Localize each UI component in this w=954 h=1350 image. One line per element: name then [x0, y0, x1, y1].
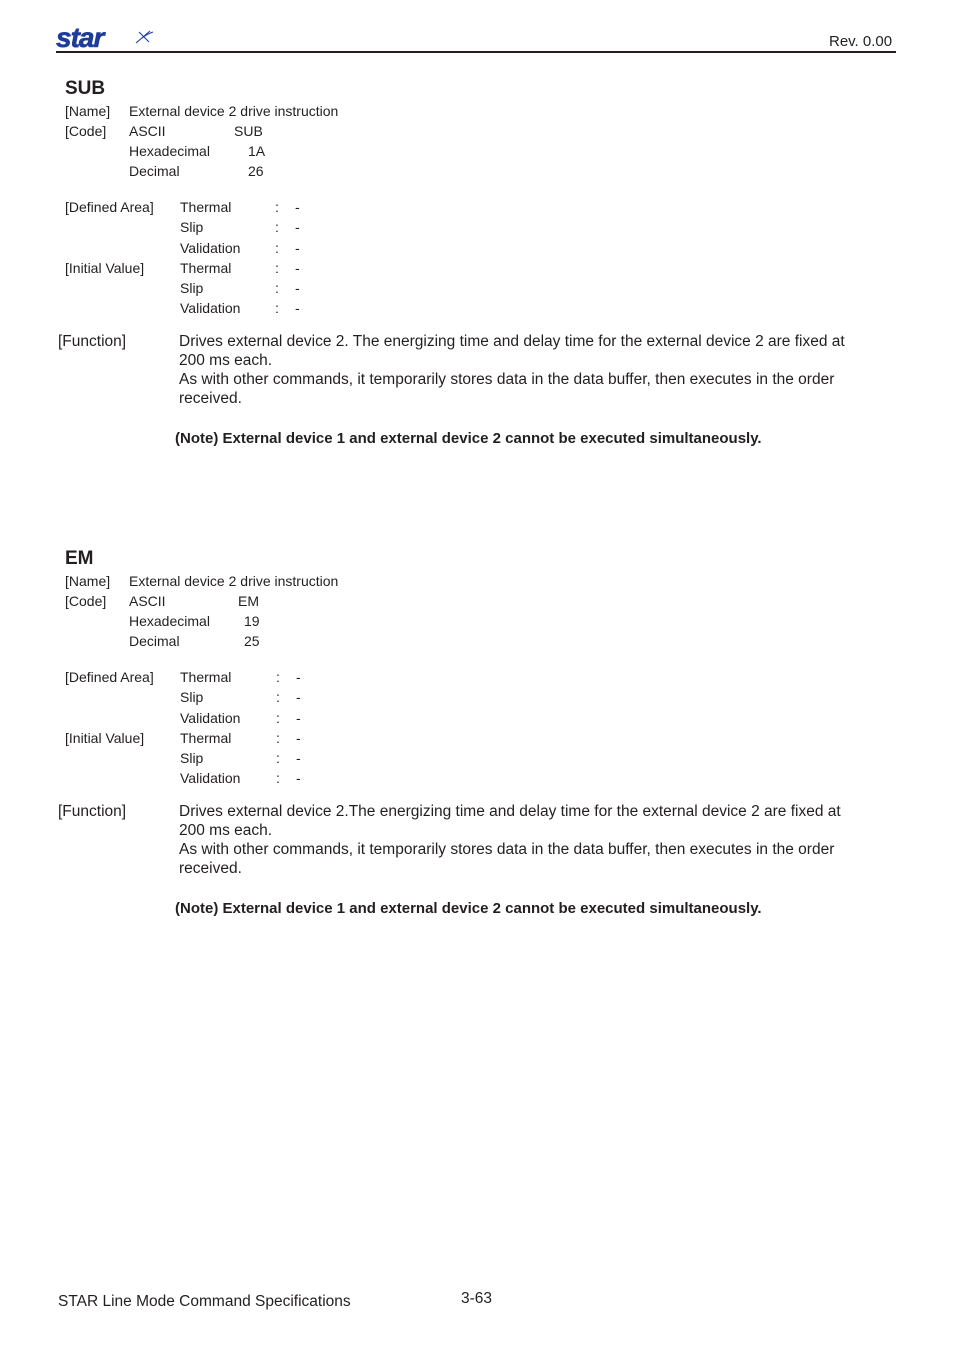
initial-slip-label: Slip: [180, 750, 204, 766]
function-label: [Function]: [58, 333, 127, 350]
defined-validation-sep: :: [276, 710, 280, 726]
defined-thermal-label: Thermal: [180, 669, 232, 685]
defined-validation-label: Validation: [180, 240, 241, 256]
star-logo: [56, 25, 156, 51]
code-hex-value: 19: [244, 613, 260, 629]
defined-area-label: [Defined Area]: [65, 199, 154, 215]
initial-slip-label: Slip: [180, 280, 204, 296]
code-dec-value: 26: [248, 163, 264, 179]
initial-validation-value: -: [296, 770, 301, 786]
function-line: Drives external device 2. The energizing time and delay time for the external device 2 are fixed at: [179, 333, 845, 350]
code-dec-label: Decimal: [129, 163, 180, 179]
note: (Note) External device 1 and external device 2 cannot be executed simultaneously.: [175, 900, 762, 917]
defined-thermal-value: -: [295, 199, 300, 215]
defined-slip-label: Slip: [180, 219, 204, 235]
name-label: [Name]: [65, 573, 111, 589]
initial-value-label: [Initial Value]: [65, 730, 145, 746]
initial-validation-value: -: [295, 300, 300, 316]
defined-slip-label: Slip: [180, 689, 204, 705]
defined-area-label: [Defined Area]: [65, 669, 154, 685]
page-number: 3-63: [461, 1290, 493, 1307]
defined-thermal-label: Thermal: [180, 199, 232, 215]
initial-validation-label: Validation: [180, 770, 241, 786]
defined-validation-value: -: [296, 710, 301, 726]
defined-slip-value: -: [296, 689, 301, 705]
initial-validation-sep: :: [276, 770, 280, 786]
initial-thermal-label: Thermal: [180, 260, 232, 276]
star-logo-text: star: [56, 25, 104, 51]
code-label: [Code]: [65, 123, 107, 139]
code-dec-value: 25: [244, 633, 260, 649]
code-dec-label: Decimal: [129, 633, 180, 649]
defined-validation-sep: :: [275, 240, 279, 256]
defined-thermal-sep: :: [275, 199, 279, 215]
function-label: [Function]: [58, 803, 127, 820]
defined-slip-sep: :: [275, 219, 279, 235]
initial-slip-sep: :: [276, 750, 280, 766]
initial-slip-value: -: [296, 750, 301, 766]
initial-thermal-sep: :: [276, 730, 280, 746]
defined-validation-label: Validation: [180, 710, 241, 726]
header-rule: [56, 51, 896, 53]
code-ascii-value: EM: [238, 593, 259, 609]
revision: Rev. 0.00: [829, 33, 893, 50]
function-line: Drives external device 2.The energizing time and delay time for the external device 2 are fixed at: [179, 803, 841, 820]
function-line: 200 ms each.: [179, 352, 273, 369]
initial-thermal-label: Thermal: [180, 730, 232, 746]
initial-slip-value: -: [295, 280, 300, 296]
code-hex-label: Hexadecimal: [129, 613, 210, 629]
function-line: 200 ms each.: [179, 822, 273, 839]
code-label: [Code]: [65, 593, 107, 609]
code-ascii-label: ASCII: [129, 123, 166, 139]
defined-validation-value: -: [295, 240, 300, 256]
initial-validation-sep: :: [275, 300, 279, 316]
code-hex-value: 1A: [248, 143, 266, 159]
footer-title: STAR Line Mode Command Specifications: [58, 1293, 351, 1310]
command-title: EM: [65, 548, 94, 569]
name-value: External device 2 drive instruction: [129, 103, 339, 119]
function-line: As with other commands, it temporarily stores data in the data buffer, then executes in the order: [179, 841, 835, 858]
name-value: External device 2 drive instruction: [129, 573, 339, 589]
initial-thermal-value: -: [296, 730, 301, 746]
function-line: received.: [179, 390, 242, 407]
initial-slip-sep: :: [275, 280, 279, 296]
name-label: [Name]: [65, 103, 111, 119]
initial-thermal-value: -: [295, 260, 300, 276]
function-line: As with other commands, it temporarily stores data in the data buffer, then executes in the order: [179, 371, 835, 388]
initial-value-label: [Initial Value]: [65, 260, 145, 276]
command-title: SUB: [65, 78, 106, 99]
star-logo-swoosh: [136, 31, 153, 43]
defined-thermal-value: -: [296, 669, 301, 685]
defined-thermal-sep: :: [276, 669, 280, 685]
code-ascii-label: ASCII: [129, 593, 166, 609]
code-ascii-value: SUB: [234, 123, 263, 139]
note: (Note) External device 1 and external device 2 cannot be executed simultaneously.: [175, 430, 762, 447]
defined-slip-sep: :: [276, 689, 280, 705]
function-line: received.: [179, 860, 242, 877]
code-hex-label: Hexadecimal: [129, 143, 210, 159]
defined-slip-value: -: [295, 219, 300, 235]
initial-thermal-sep: :: [275, 260, 279, 276]
initial-validation-label: Validation: [180, 300, 241, 316]
